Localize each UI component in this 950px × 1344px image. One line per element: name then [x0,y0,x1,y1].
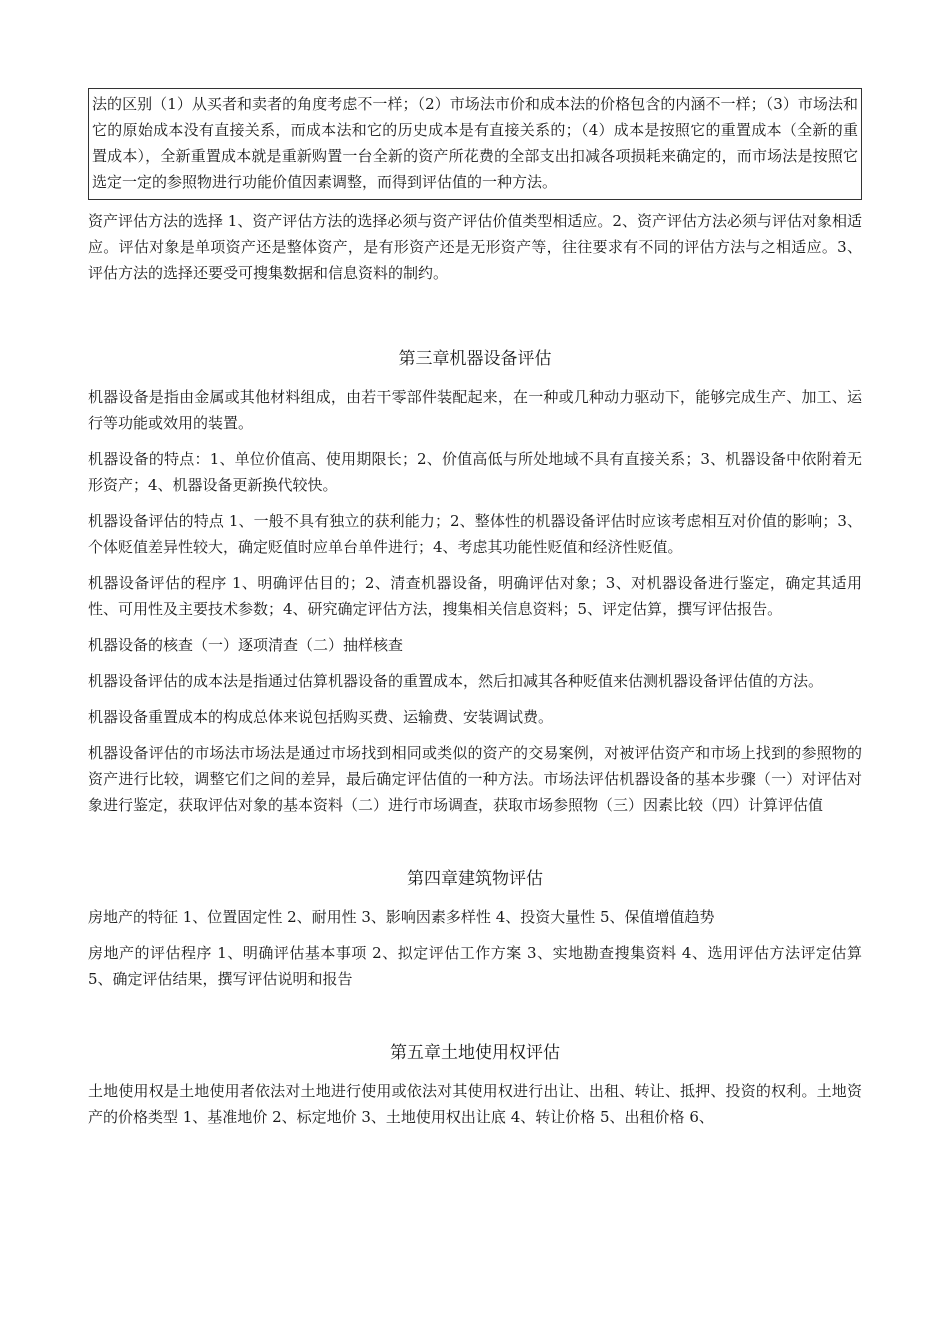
ch3-paragraph: 机器设备评估的特点 1、一般不具有独立的获利能力；2、整体性的机器设备评估时应该考虑相互对价值的影响；3、个体贬值差异性较大，确定贬值时应单台单件进行；4、考虑其功能性贬值和经济性贬值。 [88,512,862,556]
chapter-5-title: 第五章土地使用权评估 [390,1043,560,1063]
paragraph-method-selection: 资产评估方法的选择 1、资产评估方法的选择必须与资产评估价值类型相适应。2、资产评估方法必须与评估对象相适应。评估对象是单项资产还是整体资产，是有形资产还是无形资产等，往往要求有不同的评估方法与之相适应。3、评估方法的选择还要受可搜集数据和信息资料的制约。 [88,212,862,282]
ch3-paragraph: 机器设备重置成本的构成总体来说包括购买费、运输费、安装调试费。 [88,708,554,726]
ch3-paragraph: 机器设备是指由金属或其他材料组成，由若干零部件装配起来，在一种或几种动力驱动下，能够完成生产、加工、运行等功能或效用的装置。 [88,388,862,432]
document-page [88,88,862,1140]
ch3-paragraph: 机器设备评估的成本法是指通过估算机器设备的重置成本，然后扣减其各种贬值来估测机器设备评估值的方法。 [88,672,824,690]
chapter-4-title: 第四章建筑物评估 [407,869,543,889]
boxed-paragraph: 法的区别（1）从买者和卖者的角度考虑不一样；（2）市场法市价和成本法的价格包含的内涵不一样；（3）市场法和它的原始成本没有直接关系，而成本法和它的历史成本是有直接关系的；（4）成本是按照它的重置成本（全新的重置成本），全新重置成本就是重新购置一台全新的资产所花费的全部支出扣减各项损耗来确定的，而市场法是按照它选定一定的参照物进行功能价值因素调整，而得到评估值的一种方法。 [88,88,862,200]
ch5-paragraph: 土地使用权是土地使用者依法对土地进行使用或依法对其使用权进行出让、出租、转让、抵押、投资的权利。土地资产的价格类型 1、基准地价 2、标定地价 3、土地使用权出让底 4、转让价格 5、出租价格 6、 [88,1082,862,1126]
ch3-paragraph: 机器设备评估的程序 1、明确评估目的；2、清查机器设备，明确评估对象；3、对机器设备进行鉴定，确定其适用性、可用性及主要技术参数；4、研究确定评估方法，搜集相关信息资料；5、评定估算，撰写评估报告。 [88,574,862,618]
ch3-paragraph: 机器设备的核查（一）逐项清查（二）抽样核查 [88,636,404,654]
ch4-paragraph: 房地产的特征 1、位置固定性 2、耐用性 3、影响因素多样性 4、投资大量性 5、保值增值趋势 [88,908,715,926]
ch3-paragraph: 机器设备的特点：1、单位价值高、使用期限长；2、价值高低与所处地域不具有直接关系；3、机器设备中依附着无形资产；4、机器设备更新换代较快。 [88,450,862,494]
chapter-3-title: 第三章机器设备评估 [398,349,552,369]
ch4-paragraph: 房地产的评估程序 1、明确评估基本事项 2、拟定评估工作方案 3、实地勘查搜集资料 4、选用评估方法评定估算 5、确定评估结果，撰写评估说明和报告 [88,944,862,988]
ch3-paragraph: 机器设备评估的市场法市场法是通过市场找到相同或类似的资产的交易案例，对被评估资产和市场上找到的参照物的资产进行比较，调整它们之间的差异，最后确定评估值的一种方法。市场法评估机器设备的基本步骤（一）对评估对象进行鉴定，获取评估对象的基本资料（二）进行市场调查，获取市场参照物（三）因素比较（四）计算评估值 [88,744,862,814]
